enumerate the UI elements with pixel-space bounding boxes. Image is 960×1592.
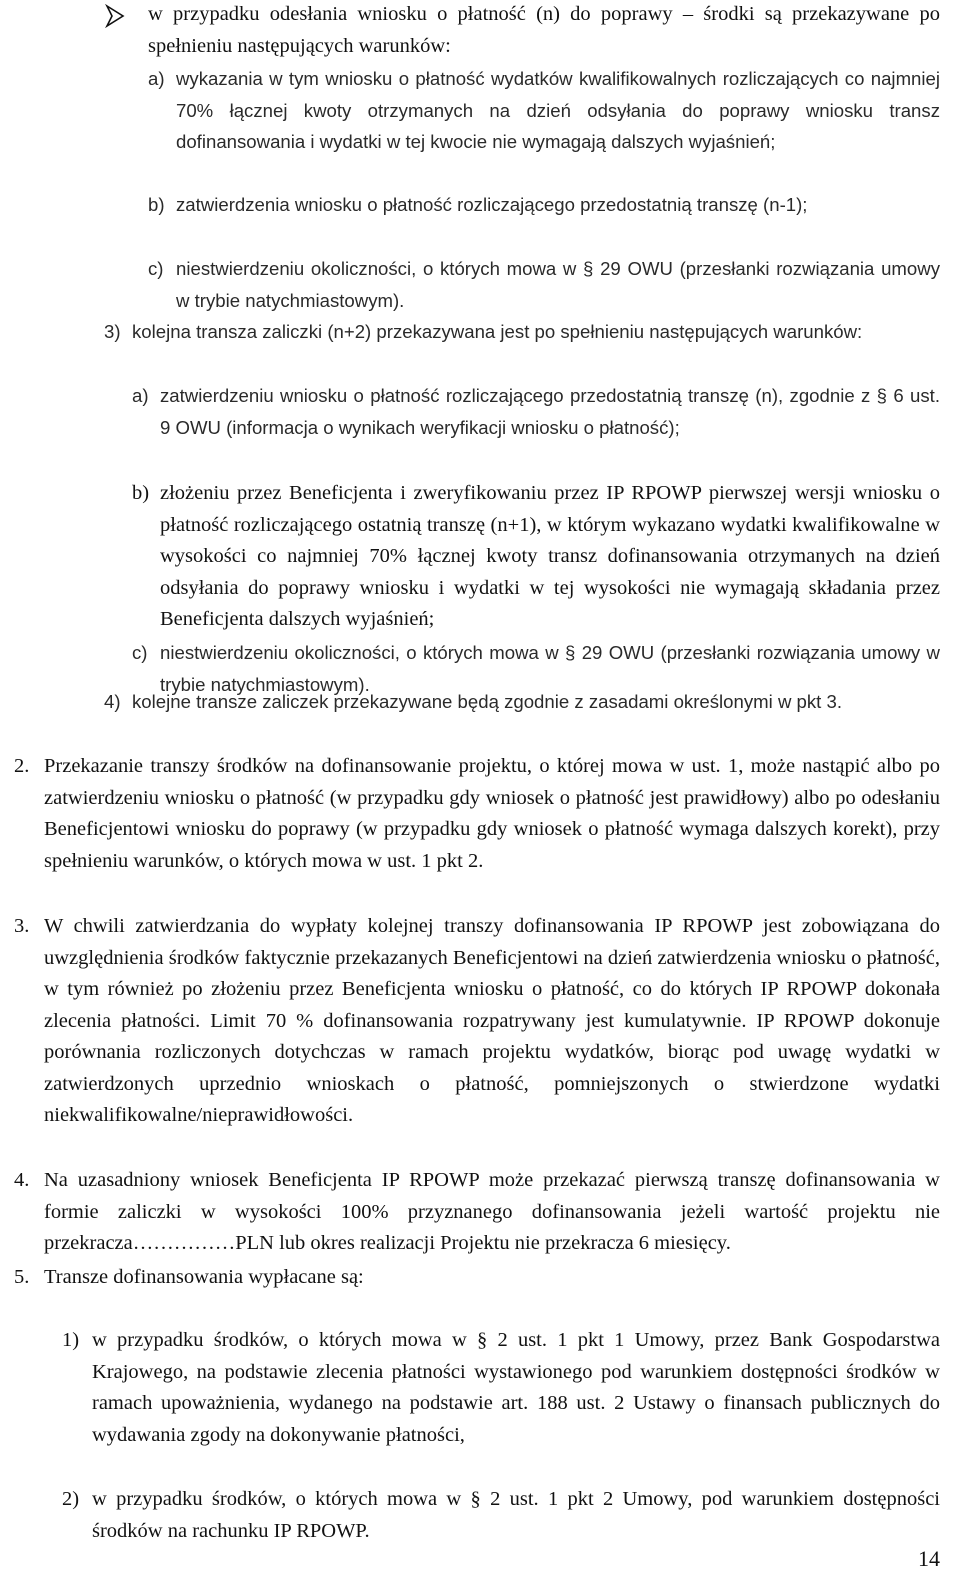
item-3-subitem-c-text: niestwierdzeniu okoliczności, o których mowa w § 29 OWU (przesłanki rozwiązania umowy w trybie natychmiastowym). <box>160 642 940 695</box>
page-number: 14 <box>918 1546 940 1571</box>
item-3-subitem-c-label: c) <box>132 642 148 663</box>
item-3-subitem-b-label: b) <box>132 482 150 504</box>
paragraph-5-text: Transze dofinansowania wypłacane są: <box>44 1266 364 1288</box>
arrow-subitem-c-text: niestwierdzeniu okoliczności, o których mowa w § 29 OWU (przesłanki rozwiązania umowy w trybie natychmiastowym). <box>176 258 940 311</box>
item-3-text: kolejna transza zaliczki (n+2) przekazywana jest po spełnieniu następujących warunków: <box>132 321 863 342</box>
paragraph-4-text: Na uzasadniony wniosek Beneficjenta IP RPOWP może przekazać pierwszą transzę dofinansowania w formie zaliczki w wysokości 100% przyznanego dofinansowania jeżeli wartość projektu nie przekracza……………PLN lub okres realizacji Projektu nie przekracza 6 miesięcy. <box>44 1169 940 1254</box>
arrow-subitem-b-label: b) <box>148 194 165 215</box>
item-4-label: 4) <box>104 691 121 712</box>
item-3-subitem-b-text: złożeniu przez Beneficjenta i zweryfikowaniu przez IP RPOWP pierwszej wersji wniosku o płatność rozliczającego ostatnią transzę (n+1), w którym wykazano wydatki kwalifikowalne w wysokości co najmniej 70% łącznej kwoty transz dofinansowania otrzymanych na dzień odsyłania do poprawy wniosku i wydatki w tej wysokości nie wymagają składania przez Beneficjenta dalszych wyjaśnień; <box>160 482 940 630</box>
item-3-subitem-a-text: zatwierdzeniu wniosku o płatność rozliczającego przedostatnią transzę (n), zgodnie z § 6 ust. 9 OWU (informacja o wynikach weryfikacji wniosku o płatność); <box>160 385 940 438</box>
paragraph-3-text: W chwili zatwierdzania do wypłaty kolejnej transzy dofinansowania IP RPOWP jest zobowiązana do uwzględnienia środków faktycznie przekazanych Beneficjentowi na dzień zatwierdzenia wniosku o płatność, w tym również po złożeniu przez Beneficjenta wniosku o płatność, co do których IP RPOWP dokonała zlecenia płatności. Limit 70 % dofinansowania rozpatrywany jest kumulatywnie. IP RPOWP dokonuje porównania rozliczonych dotychczas w ramach projektu wydatków, biorąc pod uwagę wydatki w zatwierdzonych uprzednio wnioskach o płatność, pomniejszonych o stwierdzone wydatki niekwalifikowalne/nieprawidłowości. <box>44 915 940 1126</box>
arrow-item-text: w przypadku odesłania wniosku o płatność (n) do poprawy – środki są przekazywane po spełnieniu następujących warunków: <box>148 3 940 57</box>
paragraph-5-subitem-1-label: 1) <box>62 1329 80 1351</box>
arrow-subitem-a-text: wykazania w tym wniosku o płatność wydatków kwalifikowalnych rozliczających co najmniej 70% łącznej kwoty otrzymanych na dzień odsyłania do poprawy wniosku transz dofinansowania i wydatki w tej kwocie nie wymagają dalszych wyjaśnień; <box>176 68 940 152</box>
paragraph-5-subitem-2-text: w przypadku środków, o których mowa w § 2 ust. 1 pkt 2 Umowy, pod warunkiem dostępności środków na rachunku IP RPOWP. <box>92 1488 940 1542</box>
paragraph-3-label: 3. <box>14 915 30 937</box>
item-4-text: kolejne transze zaliczek przekazywane będą zgodnie z zasadami określonymi w pkt 3. <box>132 691 843 712</box>
arrow-bullet-icon <box>104 4 126 28</box>
paragraph-5-label: 5. <box>14 1266 30 1288</box>
paragraph-5-subitem-1-text: w przypadku środków, o których mowa w § 2 ust. 1 pkt 1 Umowy, przez Bank Gospodarstwa Krajowego, na podstawie zlecenia płatności wystawionego pod warunkiem dostępności środków w ramach upoważnienia, wydanego na podstawie art. 188 ust. 2 Ustawy o finansach publicznych do wydawania zgody na dokonywanie płatności, <box>92 1329 940 1446</box>
paragraph-4-label: 4. <box>14 1169 30 1191</box>
item-3-subitem-a-label: a) <box>132 385 149 406</box>
item-3-label: 3) <box>104 321 121 342</box>
arrow-subitem-a-label: a) <box>148 68 165 89</box>
paragraph-5-subitem-2-label: 2) <box>62 1488 80 1510</box>
paragraph-2-text: Przekazanie transzy środków na dofinansowanie projektu, o której mowa w ust. 1, może nastąpić albo po zatwierdzeniu wniosku o płatność (w przypadku gdy wniosek o płatność jest prawidłowy) albo po odesłaniu Beneficjentowi wniosku do poprawy (w przypadku gdy wniosek o płatność wymaga dalszych korekt), przy spełnieniu warunków, o których mowa w ust. 1 pkt 2. <box>44 755 940 872</box>
paragraph-2-label: 2. <box>14 755 30 777</box>
arrow-subitem-c-label: c) <box>148 258 164 279</box>
arrow-subitem-b-text: zatwierdzenia wniosku o płatność rozliczającego przedostatnią transzę (n-1); <box>176 194 808 215</box>
